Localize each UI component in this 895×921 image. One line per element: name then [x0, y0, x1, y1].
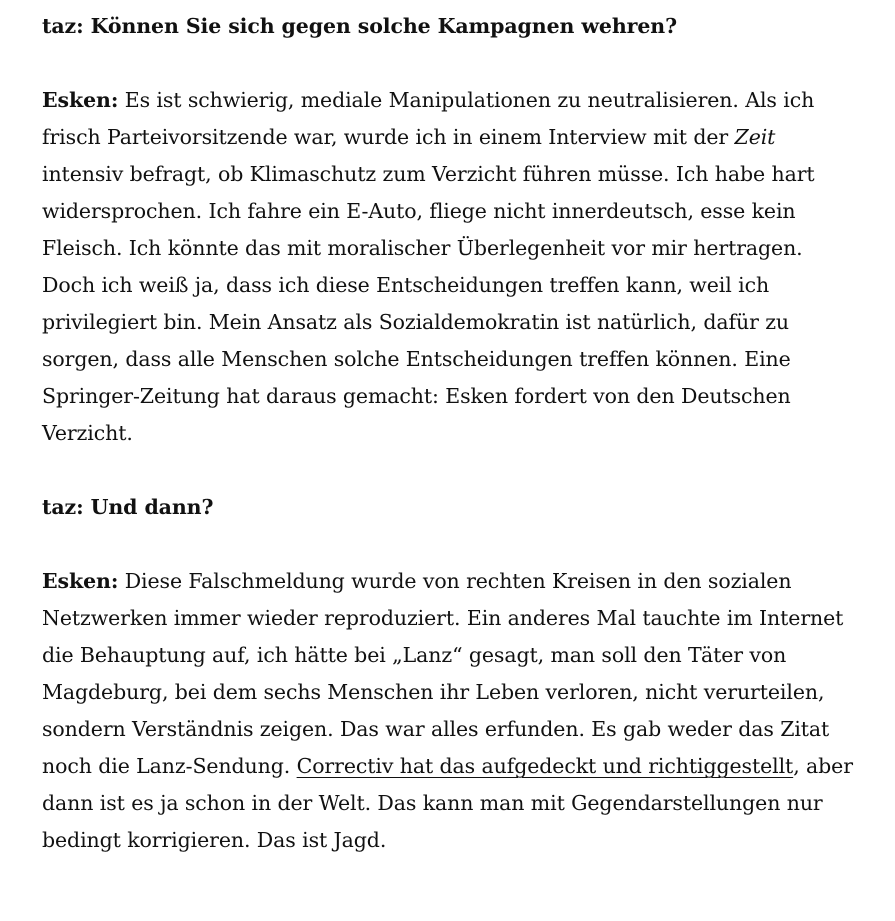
speaker-label: Esken: [42, 569, 119, 593]
answer-1 [42, 82, 862, 452]
interview-article [42, 8, 862, 859]
correctiv-link[interactable]: Correctiv hat das aufgedeckt und richtiggestellt [296, 754, 794, 778]
answer-1-text-end: intensiv befragt, ob Klimaschutz zum Verzicht führen müsse. Ich habe hart widersprochen. Ich fahre ein E-Auto, fliege nicht innerdeutsch, esse kein Fleisch. Ich könnte das mit moralischer Überlegenheit vor mir hertragen. Doch ich weiß ja, dass ich diese Entscheidungen treffen kann, weil ich privilegiert bin. Mein Ansatz als Sozialdemokratin ist natürlich, dafür zu sorgen, dass alle Menschen solche Entscheidungen treffen können. Eine Springer-Zeitung hat daraus gemacht: Esken fordert von den Deutschen Verzicht. [42, 162, 815, 445]
paragraph-gap [42, 452, 862, 489]
question-2: taz: Und dann? [42, 495, 214, 519]
answer-2 [42, 563, 862, 859]
paragraph-gap [42, 526, 862, 563]
paragraph-gap [42, 45, 862, 82]
speaker-label: Esken: [42, 88, 119, 112]
answer-2-text-end: , aber dann ist es ja schon in der Welt. Das kann man mit Gegendarstellungen nur bedingt korrigieren. Das ist Jagd. [42, 754, 853, 852]
question-1: taz: Können Sie sich gegen solche Kampagnen wehren? [42, 14, 678, 38]
answer-2-text-start: Diese Falschmeldung wurde von rechten Kreisen in den sozialen Netzwerken immer wieder reproduziert. Ein anderes Mal tauchte im Internet die Behauptung auf, ich hätte bei „Lanz“ gesagt, man soll den Täter von Magdeburg, bei dem sechs Menschen ihr Leben verloren, nicht verurteilen, sondern Verständnis zeigen. Das war alles erfunden. Es gab weder das Zitat noch die Lanz-Sendung. [42, 569, 844, 778]
answer-1-text-start: Es ist schwierig, mediale Manipulationen zu neutralisieren. Als ich frisch Parteivorsitzende war, wurde ich in einem Interview mit der [42, 88, 815, 149]
newspaper-name: Zeit [734, 125, 776, 149]
